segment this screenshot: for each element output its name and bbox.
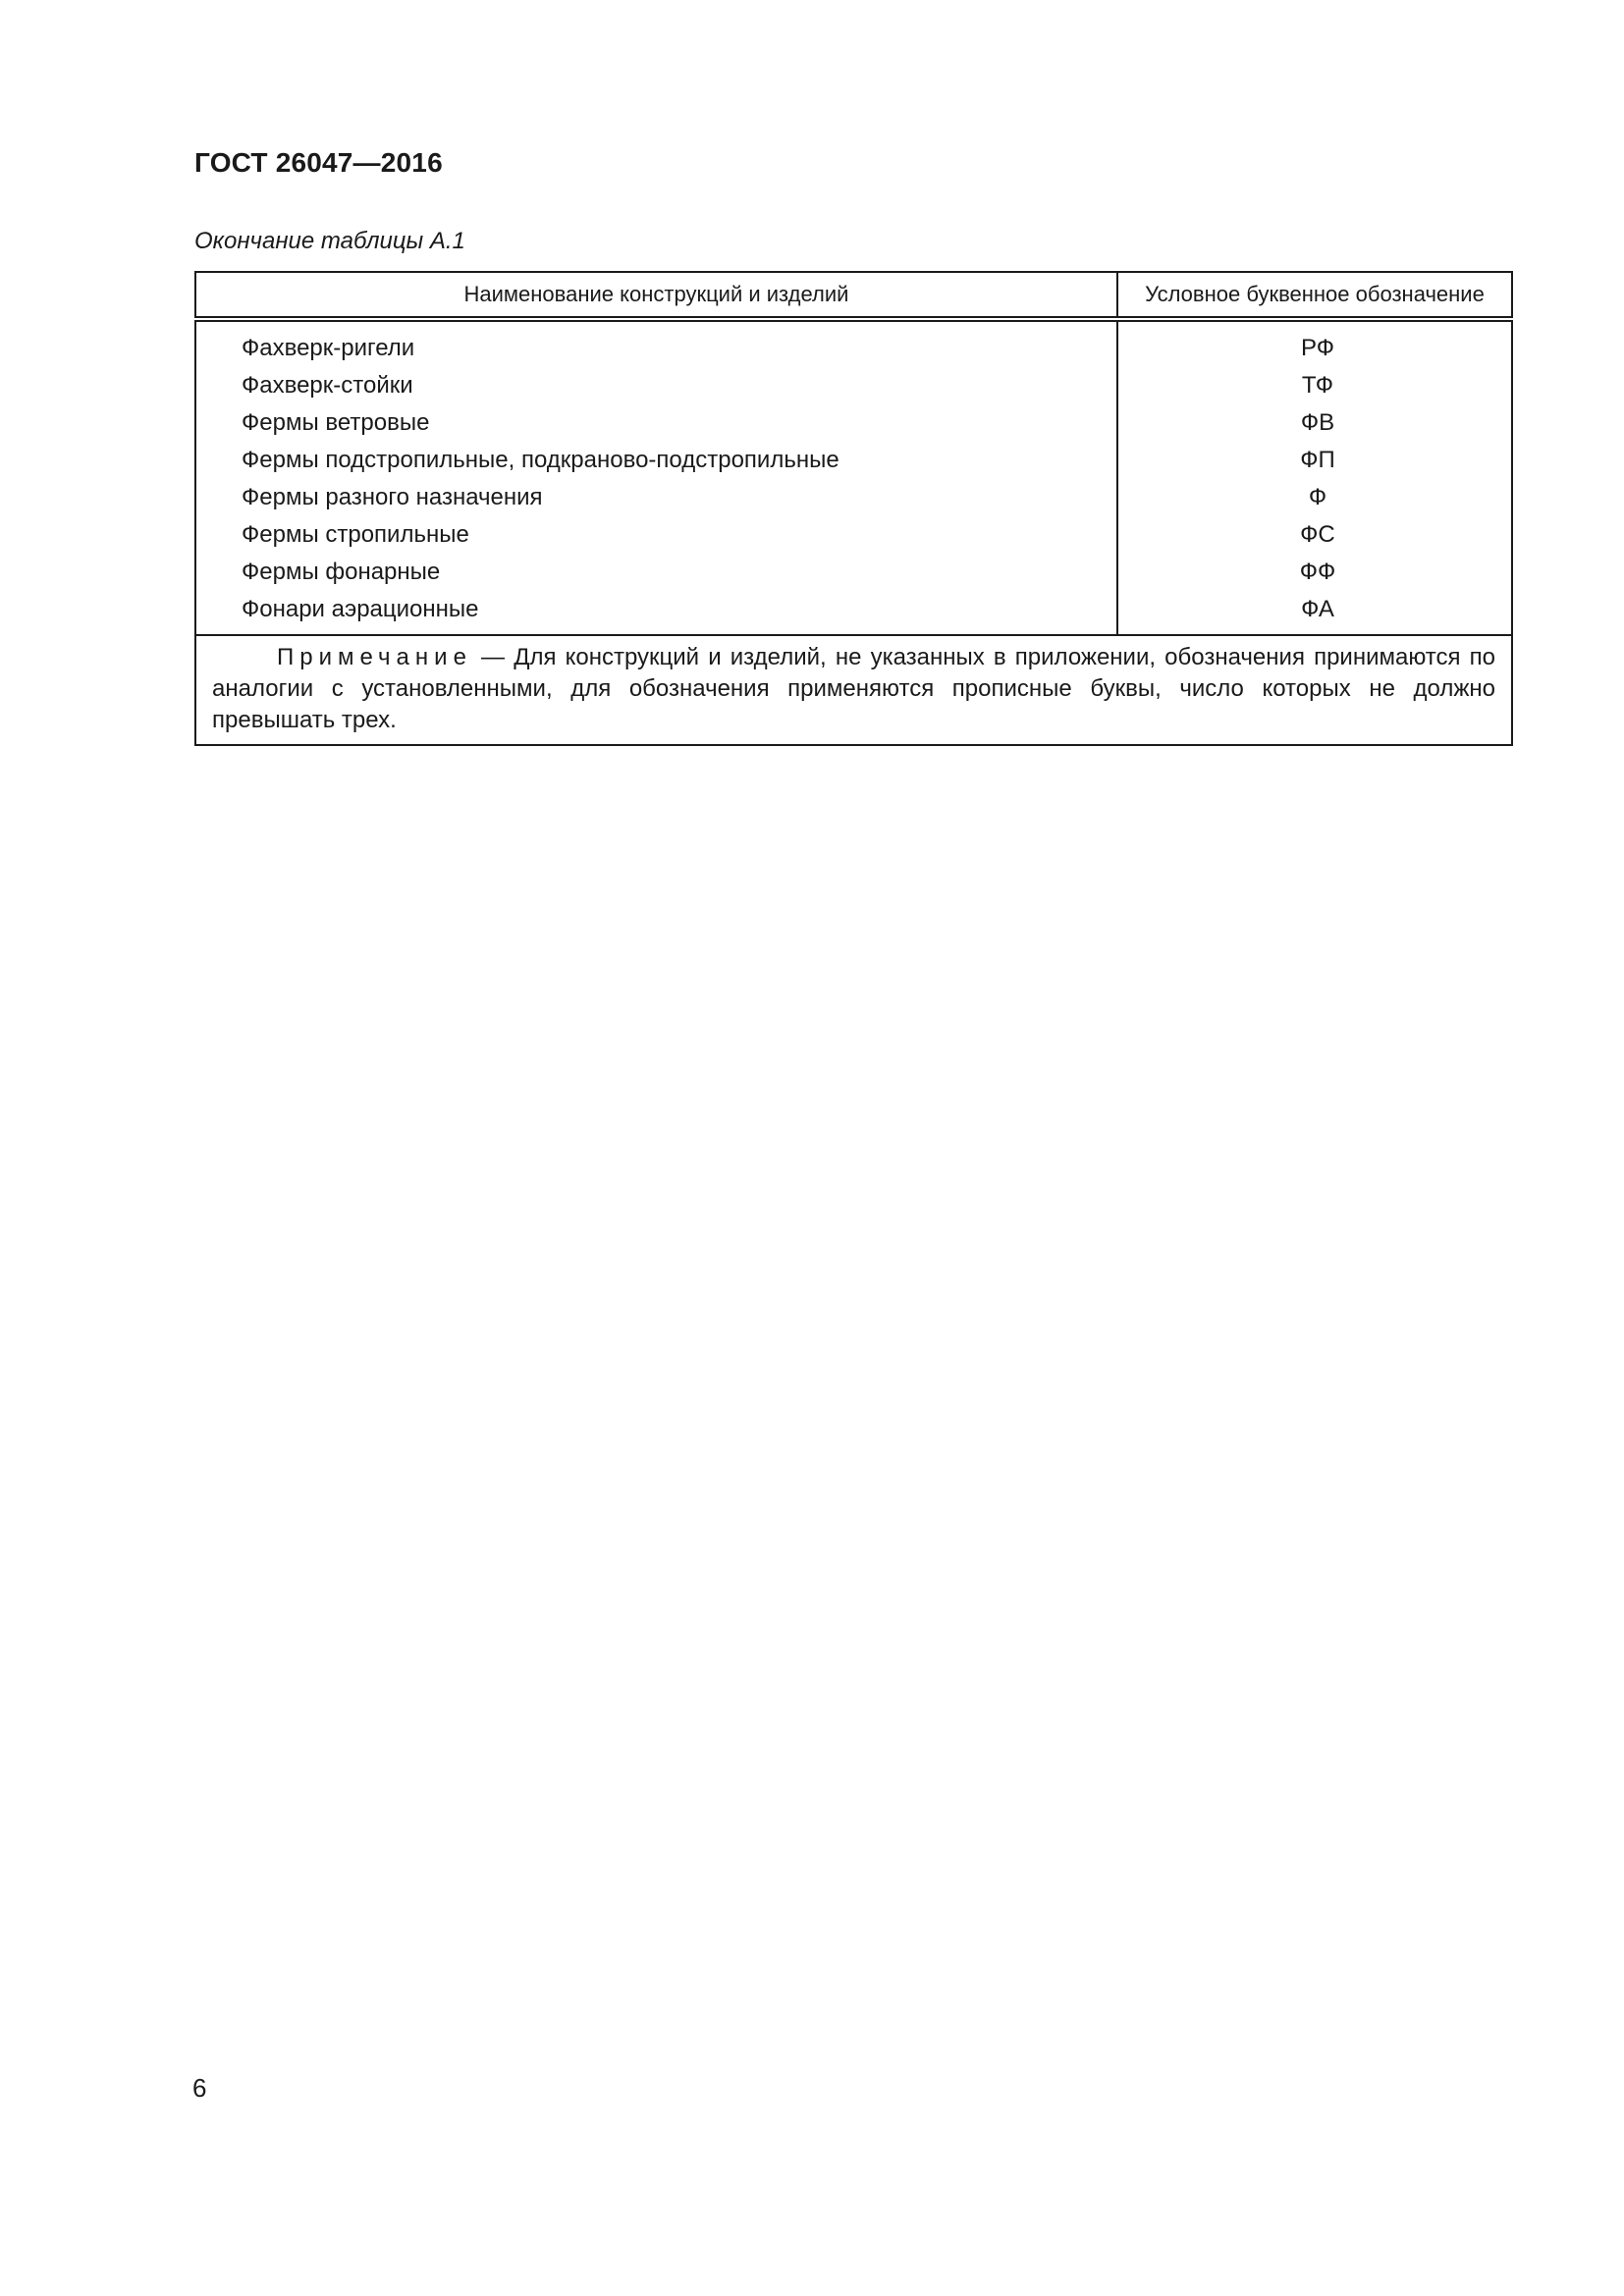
codes-list — [1118, 330, 1511, 628]
row-code: Ф — [1308, 484, 1327, 510]
row-code: ТФ — [1301, 372, 1334, 399]
names-list — [196, 330, 1116, 628]
names-cell — [195, 319, 1117, 635]
row-code: ФФ — [1299, 559, 1336, 585]
row-name: Фахверк-ригели — [242, 335, 415, 361]
row-code: ФА — [1301, 596, 1334, 622]
row-code: ФП — [1300, 447, 1335, 473]
note-text: — Для конструкций и изделий, не указанных в приложении, обозначения принимаются по аналогии с установленными, для обозначения применяются прописные буквы, число которых не должно превышать трех. — [212, 644, 1495, 733]
row-name: Фермы стропильные — [242, 521, 469, 548]
row-code: ФС — [1300, 521, 1335, 548]
row-name: Фермы фонарные — [242, 559, 441, 585]
table-body-row — [195, 319, 1512, 635]
document-header: ГОСТ 26047—2016 — [194, 147, 443, 178]
table-caption: Окончание таблицы А.1 — [194, 228, 465, 254]
note-cell — [195, 635, 1512, 745]
note-label: Примечание — [277, 644, 472, 670]
row-name: Фермы ветровые — [242, 409, 430, 436]
row-name: Фермы подстропильные, подкраново-подстропильные — [242, 447, 839, 473]
column-header-code: Условное буквенное обозначение — [1117, 272, 1512, 319]
row-code: ФВ — [1300, 409, 1335, 436]
page-number: 6 — [192, 2073, 207, 2103]
row-name: Фермы разного назначения — [242, 484, 543, 510]
table-note-row — [195, 635, 1512, 745]
codes-cell — [1117, 319, 1512, 635]
column-header-name: Наименование конструкций и изделий — [195, 272, 1117, 319]
table-header-row — [195, 272, 1512, 319]
row-code: РФ — [1300, 335, 1334, 361]
row-name: Фонари аэрационные — [242, 596, 479, 622]
row-name: Фахверк-стойки — [242, 372, 413, 399]
designation-table — [194, 271, 1513, 746]
